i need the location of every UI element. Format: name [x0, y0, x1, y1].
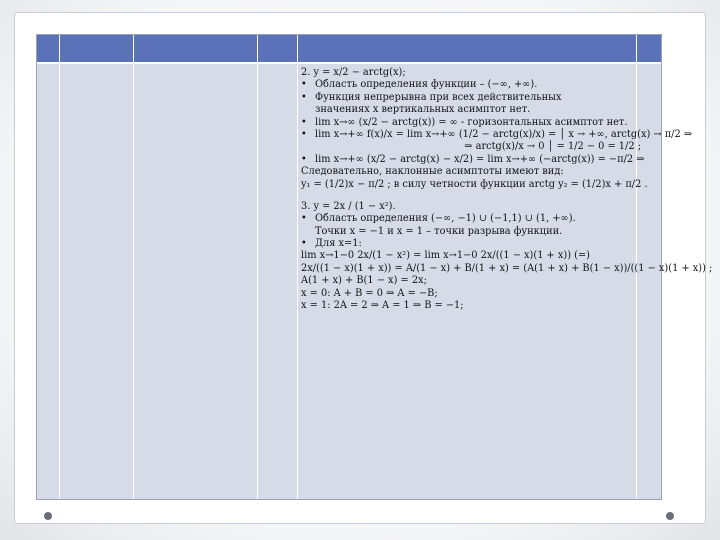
- math-right-line: ⇒ arctg(x)/x → 0 │ = 1/2 − 0 = 1/2 ;: [464, 141, 641, 153]
- math-line: Следовательно, наклонные асимптоты имеют вид:: [301, 166, 564, 178]
- math-line: 2. y = x/2 − arctg(x);: [301, 67, 406, 78]
- math-bullet-line: • Область определения функции – (−∞, +∞).: [301, 79, 538, 91]
- math-bullet-line: • Функция непрерывна при всех действительных: [301, 91, 562, 103]
- column-divider: [297, 35, 298, 499]
- spacer: [301, 191, 641, 201]
- math-bullet-line: • lim x→+∞ f(x)/x = lim x→+∞ (1/2 − arctg(x)/x) = │ x → +∞, arctg(x) → π/2 ⇒: [301, 128, 693, 140]
- table-header-row: [37, 35, 661, 64]
- math-line: 2x/((1 − x)(1 + x)) = A/(1 − x) + B/(1 + x) = (A(1 + x) + B(1 − x))/((1 − x)(1 + x)) ;: [301, 262, 713, 274]
- math-line: lim x→1−0 2x/(1 − x²) = lim x→1−0 2x/((1 − x)(1 + x)) (=): [301, 250, 590, 262]
- slide-nav-dot-left: [44, 512, 52, 520]
- math-indent-line: Точки x = −1 и x = 1 – точки разрыва функции.: [315, 225, 563, 237]
- math-bullet-line: • lim x→∞ (x/2 − arctg(x)) = ∞ - горизонтальных асимптот нет.: [301, 116, 628, 128]
- math-content: [301, 67, 713, 312]
- column-divider: [59, 35, 60, 499]
- math-line: x = 1: 2A = 2 ⇒ A = 1 ⇒ B = −1;: [301, 300, 464, 312]
- math-line: 3. y = 2x / (1 − x²).: [301, 200, 396, 212]
- math-line: x = 0: A + B = 0 ⇒ A = −B;: [301, 287, 438, 299]
- math-line: A(1 + x) + B(1 − x) = 2x;: [301, 275, 427, 287]
- slide-nav-dot-right: [666, 512, 674, 520]
- math-bullet-line: • Область определения (−∞, −1) ∪ (−1,1) ∪ (1, +∞).: [301, 213, 576, 225]
- column-divider: [257, 35, 258, 499]
- math-bullet-line: • lim x→+∞ (x/2 − arctg(x) − x/2) = lim x→+∞ (−arctg(x)) = −π/2 ⇒: [301, 153, 645, 165]
- math-line: y₁ = (1/2)x − π/2 ; в силу четности функции arctg y₂ = (1/2)x + π/2 .: [301, 178, 648, 190]
- content-table: [36, 34, 713, 500]
- math-indent-line: значениях x вертикальных асимптот нет.: [315, 104, 531, 116]
- math-bullet-line: • Для x=1:: [301, 238, 362, 250]
- column-divider: [133, 35, 134, 499]
